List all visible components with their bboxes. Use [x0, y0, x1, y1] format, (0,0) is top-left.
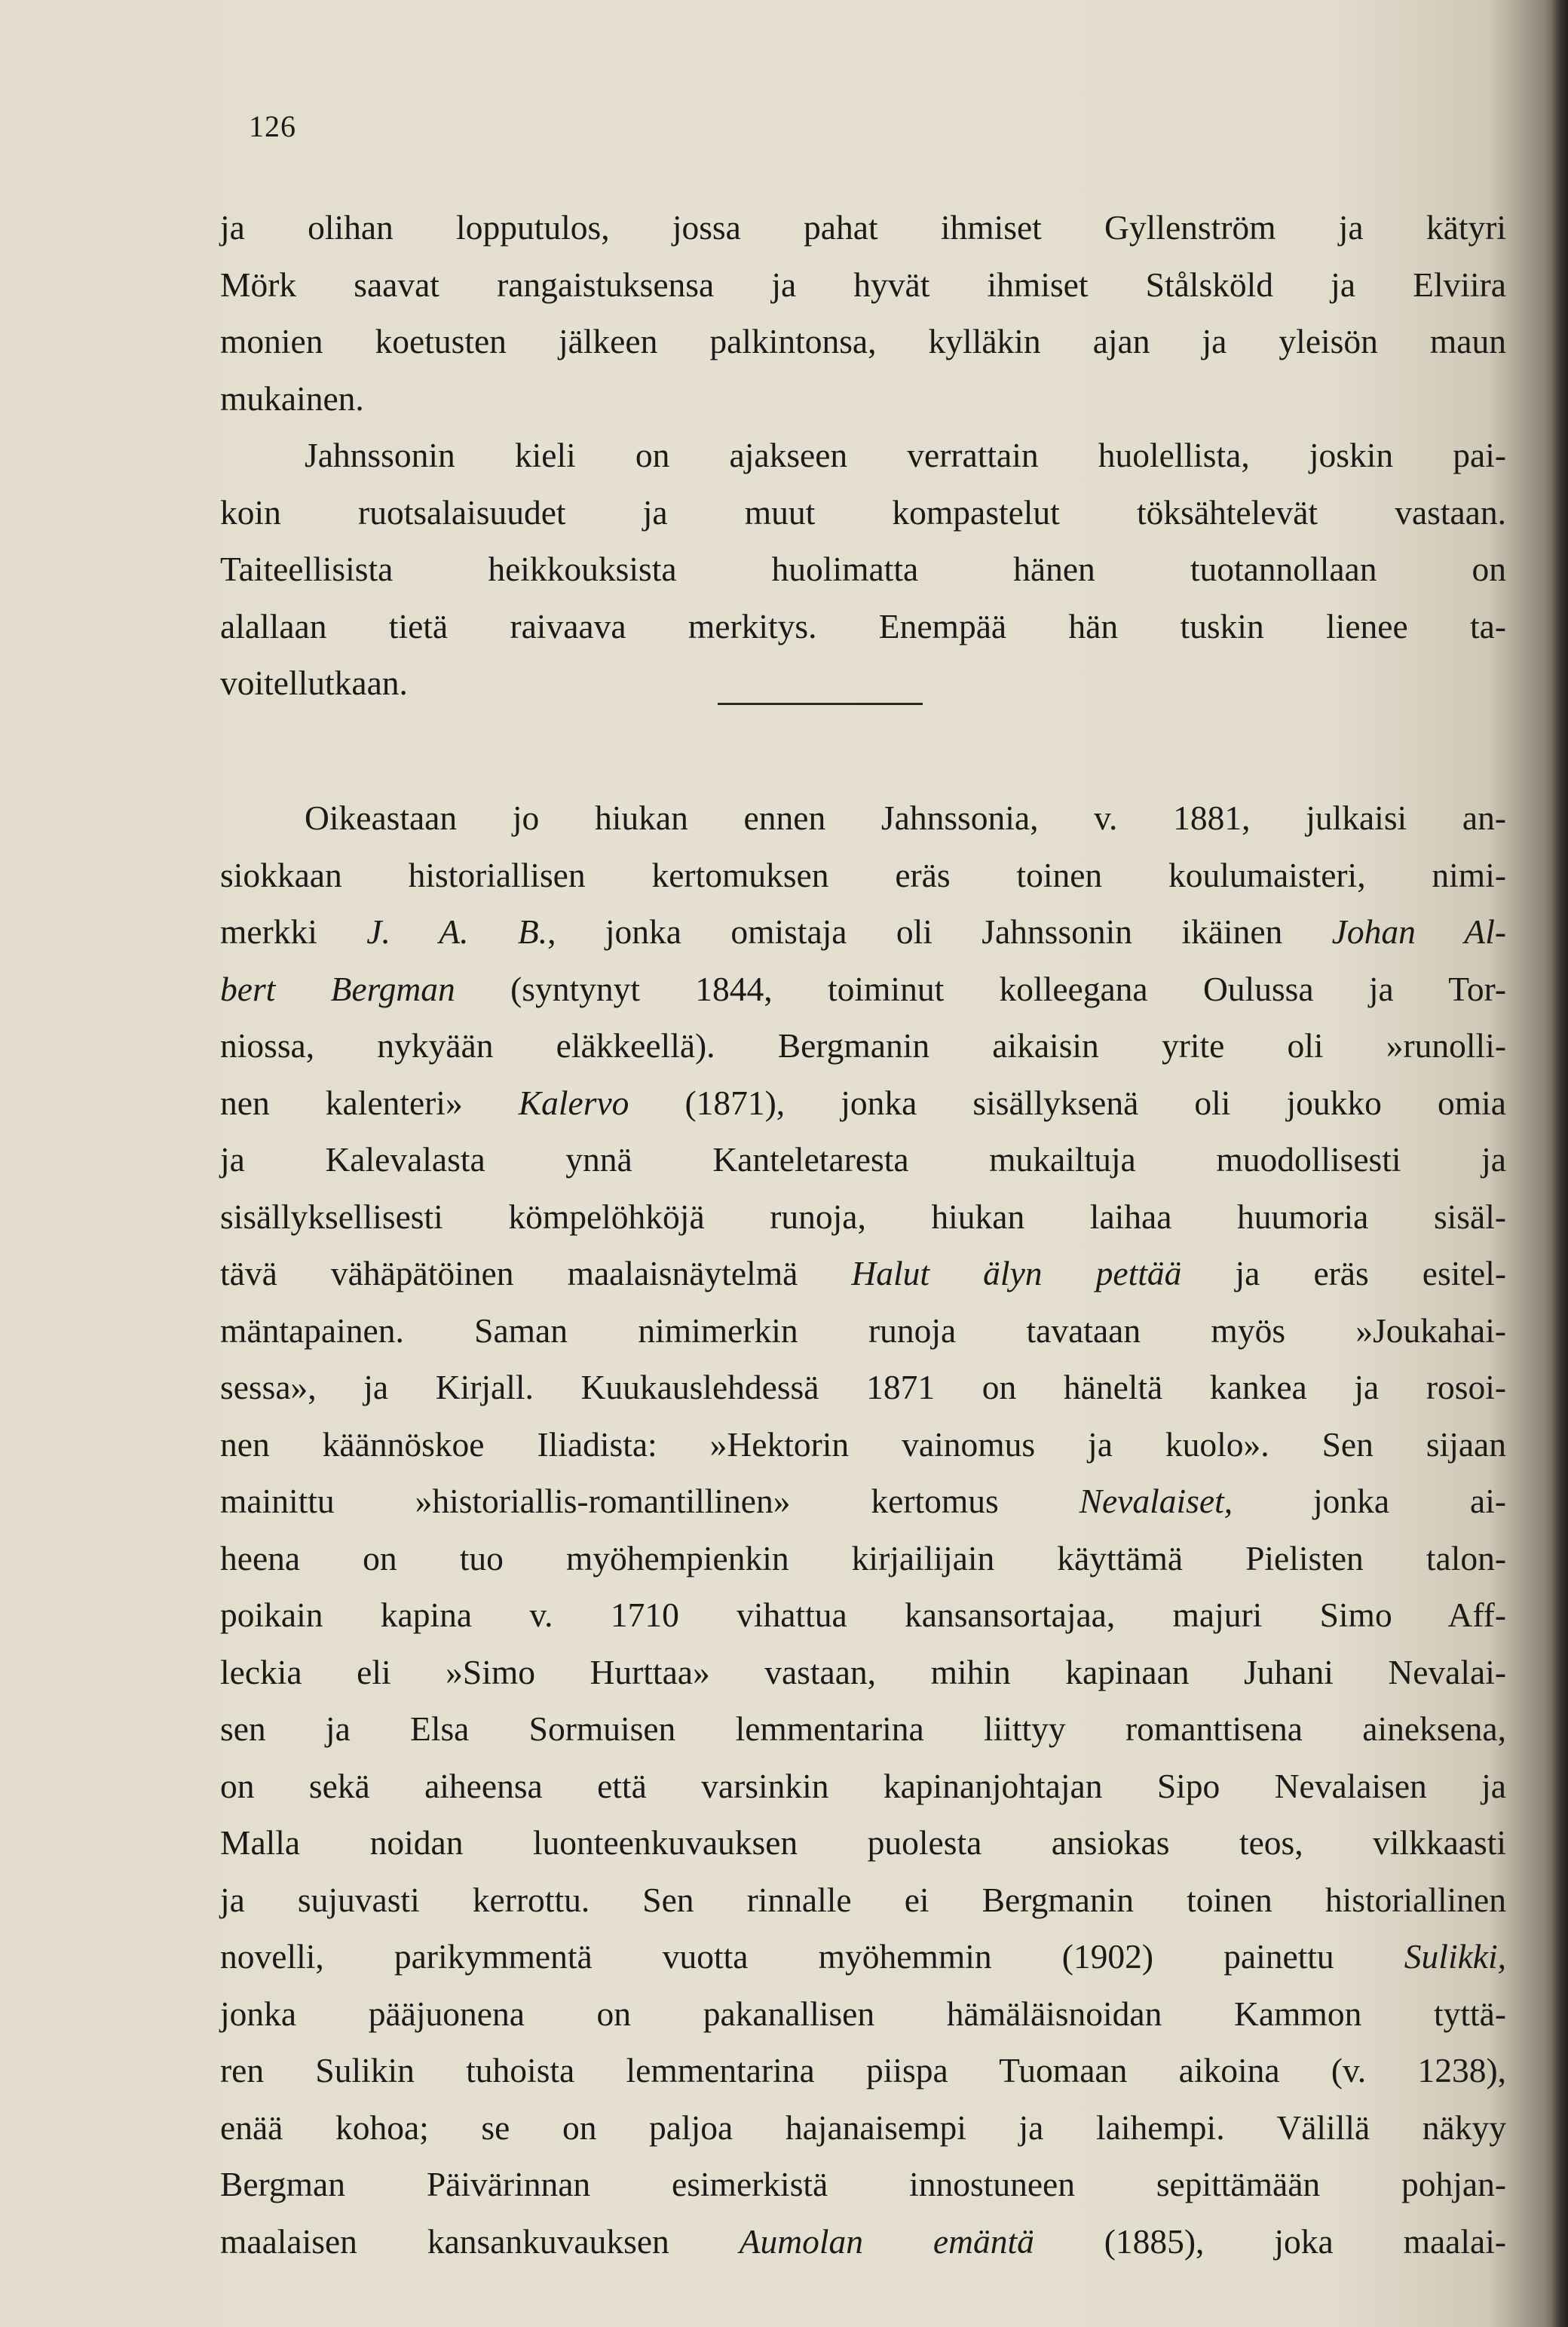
text-line [220, 2213, 1506, 2270]
italic-author-name: bert Bergman [220, 969, 455, 1008]
text-line: nen käännöskoe Iliadista: »Hektorin vainomus ja kuolo». Sen sijaan [220, 1424, 1506, 1464]
paragraph-3 [220, 789, 1506, 2270]
text-line: monien koetusten jälkeen palkintonsa, kylläkin ajan ja yleisön maun [220, 322, 1506, 360]
text-line: jonka pääjuonena on pakanallisen hämäläisnoidan Kammon tyttä- [220, 1994, 1506, 2033]
text-line [220, 1075, 1506, 1132]
text-line: mukainen. [220, 379, 364, 418]
text-run: novelli, parikymmentä vuotta myöhemmin (1902) painettu [220, 1937, 1404, 1976]
text-line: Bergman Päivärinnan esimerkistä innostuneen sepittämään pohjan- [220, 2165, 1506, 2203]
text-run: nen kalenteri» [220, 1083, 519, 1122]
text-line: ja sujuvasti kerrottu. Sen rinnalle ei Bergmanin toinen historiallinen [220, 1880, 1506, 1919]
text-line: niossa, nykyään eläkkeellä). Bergmanin aikaisin yrite oli »runolli- [220, 1026, 1506, 1065]
text-run: ja eräs esitel- [1181, 1254, 1506, 1292]
italic-work-title: Sulikki, [1404, 1937, 1506, 1976]
text-line: on sekä aiheensa että varsinkin kapinanjohtajan Sipo Nevalaisen ja [220, 1766, 1506, 1805]
text-line: sessa», ja Kirjall. Kuukauslehdessä 1871 on häneltä kankea ja rosoi- [220, 1368, 1506, 1406]
text-line: sisällyksellisesti kömpelöhköjä runoja, hiukan laihaa huumoria sisäl- [220, 1197, 1506, 1236]
text-line: voitellutkaan. [220, 664, 408, 702]
paragraph-1 [220, 199, 1506, 427]
italic-work-title: Aumolan emäntä [739, 2221, 1034, 2261]
text-line: Malla noidan luonteenkuvauksen puolesta ansiokas teos, vilkkaasti [220, 1823, 1506, 1862]
italic-author-name: Johan Al- [1331, 912, 1506, 951]
text-run: (1871), jonka sisällyksenä oli joukko omia [629, 1083, 1506, 1122]
text-line: heena on tuo myöhempienkin kirjailijain käyttämä Pielisten talon- [220, 1538, 1506, 1577]
text-run: (1885), joka maalai- [1034, 2221, 1506, 2261]
italic-work-title: Halut älyn pettää [851, 1254, 1182, 1292]
text-run: merkki [220, 912, 367, 951]
text-line: ren Sulikin tuhoista lemmentarina piispa Tuomaan aikoina (v. 1238), [220, 2051, 1506, 2089]
text-line: ja Kalevalasta ynnä Kanteletaresta mukailtuja muodollisesti ja [220, 1140, 1506, 1179]
text-line [220, 903, 1506, 961]
page-number: 126 [249, 109, 296, 143]
text-line: mäntapainen. Saman nimimerkin runoja tavataan myös »Joukahai- [220, 1311, 1506, 1350]
text-line: siokkaan historiallisen kertomuksen eräs toinen koulumaisteri, nimi- [220, 855, 1506, 894]
text-line: ja olihan lopputulos, jossa pahat ihmiset Gyllenström ja kätyri [220, 208, 1506, 247]
text-line: leckia eli »Simo Hurttaa» vastaan, mihin kapinaan Juhani Nevalai- [220, 1652, 1506, 1691]
text-line: Taiteellisista heikkouksista huolimatta hänen tuotannollaan on [220, 550, 1506, 588]
text-line [220, 1245, 1506, 1302]
text-line: Mörk saavat rangaistuksensa ja hyvät ihmiset Stålsköld ja Elviira [220, 265, 1506, 304]
text-line: koin ruotsalaisuudet ja muut kompastelut töksähtelevät vastaan. [220, 492, 1506, 532]
text-line [220, 1473, 1506, 1530]
italic-work-title: Kalervo [518, 1083, 629, 1122]
text-run: (syntynyt 1844, toiminut kolleegana Oulussa ja Tor- [455, 969, 1506, 1008]
text-line: sen ja Elsa Sormuisen lemmentarina liittyy romanttisena aineksena, [220, 1709, 1506, 1748]
text-run: tävä vähäpätöinen maalaisnäytelmä [220, 1254, 852, 1292]
text-run: maalaisen kansankuvauksen [220, 2221, 740, 2261]
text-line [220, 1928, 1506, 1985]
page-edge-shadow [1551, 0, 1568, 2327]
text-line: enää kohoa; se on paljoa hajanaisempi ja laihempi. Välillä näkyy [220, 2108, 1506, 2147]
text-run: , jonka omistaja oli Jahnssonin ikäinen [547, 912, 1332, 951]
text-block-top [220, 199, 1506, 712]
paragraph-2 [220, 427, 1506, 712]
text-line: Jahnssonin kieli on ajakseen verrattain huolellista, joskin pai- [305, 436, 1506, 474]
section-divider [718, 703, 923, 705]
italic-author-pseudonym: J. A. B. [366, 912, 548, 951]
text-line: poikain kapina v. 1710 vihattua kansansortajaa, majuri Simo Aff- [220, 1596, 1506, 1634]
text-line [220, 961, 1506, 1018]
text-run: mainittu »historiallis-romantillinen» kertomus [220, 1482, 1080, 1520]
text-run: jonka ai- [1233, 1482, 1506, 1520]
text-line: Oikeastaan jo hiukan ennen Jahnssonia, v. 1881, julkaisi an- [305, 799, 1506, 837]
text-line: alallaan tietä raivaava merkitys. Enempää hän tuskin lienee ta- [220, 606, 1506, 645]
italic-work-title: Nevalaiset, [1079, 1482, 1233, 1520]
